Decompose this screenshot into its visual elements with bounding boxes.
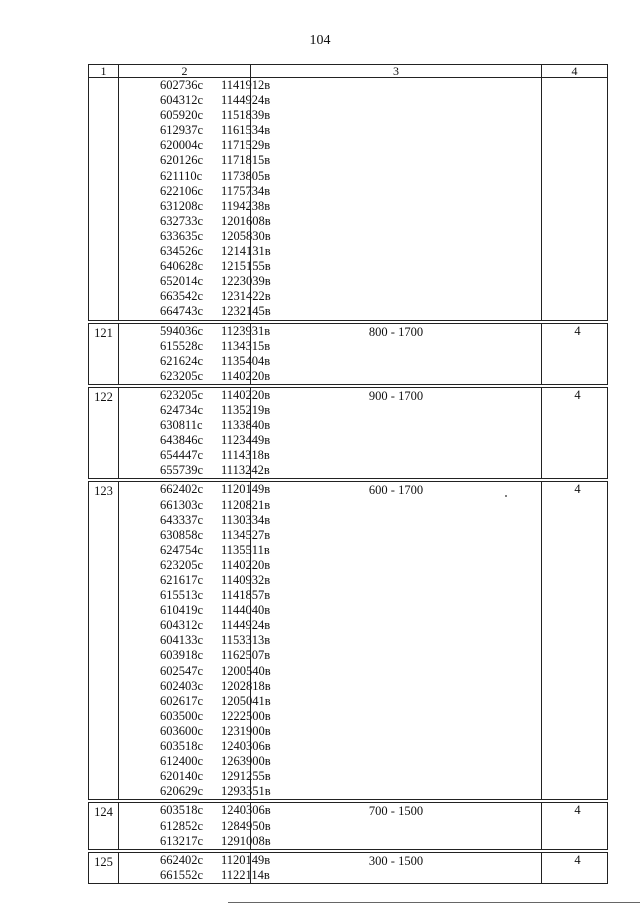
- coordinate-line: [160, 402, 271, 418]
- longitude-value: 1162507в: [221, 648, 271, 663]
- coordinate-line: [160, 289, 271, 304]
- longitude-value: 1134315в: [221, 338, 271, 353]
- coordinate-line: [160, 368, 271, 384]
- latitude-value: 634526с: [160, 244, 204, 259]
- longitude-value: 1240306в: [221, 739, 271, 754]
- latitude-value: 624754с: [160, 542, 204, 557]
- longitude-value: 1130334в: [221, 512, 271, 527]
- coordinate-line: [160, 769, 271, 784]
- latitude-value: 652014с: [160, 274, 204, 289]
- latitude-value: 604133с: [160, 633, 204, 648]
- longitude-value: 1291008в: [221, 833, 271, 848]
- longitude-value: 1214131в: [221, 244, 271, 259]
- coordinate-line: [160, 108, 271, 123]
- coordinate-line: [160, 573, 271, 588]
- latitude-value: 655739с: [160, 463, 204, 478]
- coordinate-cell: [119, 803, 271, 849]
- longitude-value: 1202818в: [221, 678, 271, 693]
- longitude-value: 1153313в: [221, 633, 271, 648]
- latitude-value: 632733с: [160, 213, 204, 228]
- count-value: 4: [542, 323, 608, 384]
- longitude-value: 1140220в: [221, 368, 271, 383]
- coordinate-line: [160, 448, 270, 463]
- longitude-value: 1134527в: [221, 527, 271, 542]
- latitude-value: 621110с: [160, 168, 203, 183]
- column-header-1: 1: [89, 65, 119, 78]
- latitude-value: 620140с: [160, 769, 204, 784]
- longitude-value: 1175734в: [221, 183, 271, 198]
- coordinate-line: [160, 183, 271, 199]
- longitude-value: 1201608в: [221, 213, 271, 228]
- coordinate-line: [160, 833, 271, 849]
- coordinate-line: [160, 497, 271, 513]
- row-number: 125: [89, 852, 119, 883]
- coordinate-line: [160, 588, 271, 603]
- coordinate-cell: [119, 482, 271, 800]
- latitude-value: 603518с: [160, 803, 204, 818]
- row-number: [89, 78, 119, 321]
- latitude-value: 631208с: [160, 198, 204, 213]
- longitude-value: 1223039в: [221, 274, 271, 289]
- latitude-value: 620126с: [160, 153, 204, 168]
- latitude-value: 602617с: [160, 693, 204, 708]
- column-header-3: 3: [251, 65, 542, 78]
- altitude-range: 600 - 1700: [251, 482, 542, 800]
- longitude-value: 1140932в: [221, 573, 271, 587]
- coordinate-line: [160, 153, 271, 168]
- longitude-value: 1123931в: [221, 323, 271, 338]
- count-value: 4: [542, 852, 608, 883]
- longitude-value: 1135404в: [221, 353, 271, 368]
- latitude-value: 594036с: [160, 323, 204, 338]
- longitude-value: 1113242в: [221, 463, 270, 478]
- coordinate-line: [160, 512, 271, 528]
- latitude-value: 604312с: [160, 93, 204, 108]
- count-value: 4: [542, 387, 608, 479]
- longitude-value: 1133840в: [221, 418, 271, 433]
- scan-speck: [505, 495, 507, 497]
- table-row: [89, 482, 608, 800]
- latitude-value: 640628с: [160, 259, 204, 274]
- latitude-value: 603518с: [160, 739, 204, 754]
- longitude-value: 1114318в: [221, 448, 270, 463]
- coordinate-line: [160, 274, 271, 289]
- coordinate-line: [160, 754, 271, 769]
- latitude-value: 654447с: [160, 448, 204, 463]
- longitude-value: 1222500в: [221, 708, 271, 723]
- table-row: [89, 323, 608, 384]
- longitude-value: 1144924в: [221, 618, 271, 633]
- longitude-value: 1120821в: [221, 497, 271, 512]
- coordinate-cell: [119, 387, 271, 479]
- latitude-value: 615513с: [160, 588, 204, 603]
- longitude-value: 1161534в: [221, 123, 271, 138]
- latitude-value: 664743с: [160, 304, 204, 319]
- coordinate-line: [160, 123, 271, 138]
- row-number: 124: [89, 803, 119, 849]
- longitude-value: 1140220в: [221, 557, 271, 572]
- coordinate-line: [160, 304, 271, 319]
- longitude-value: 1141912в: [221, 78, 271, 92]
- coordinate-line: [160, 557, 271, 573]
- latitude-value: 630811с: [160, 418, 203, 433]
- latitude-value: 602403с: [160, 678, 204, 693]
- longitude-value: 1144924в: [221, 93, 271, 108]
- latitude-value: 621617с: [160, 573, 204, 587]
- latitude-value: 612400с: [160, 754, 204, 769]
- longitude-value: 1141857в: [221, 588, 271, 603]
- latitude-value: 643337с: [160, 512, 204, 527]
- coordinate-line: [160, 93, 271, 108]
- count-value: 4: [542, 482, 608, 800]
- longitude-value: 1291255в: [221, 769, 271, 784]
- coordinate-line: [160, 387, 271, 403]
- latitude-value: 633635с: [160, 228, 204, 243]
- altitude-range: 300 - 1500: [251, 852, 542, 883]
- coordinate-line: [160, 338, 271, 354]
- coordinate-line: [160, 693, 271, 709]
- longitude-value: 1205830в: [221, 228, 271, 243]
- table-row: [89, 852, 608, 883]
- coordinate-line: [160, 708, 271, 724]
- longitude-value: 1263900в: [221, 754, 271, 769]
- table-body: [89, 78, 608, 884]
- coordinate-line: [160, 433, 271, 448]
- altitude-range: 700 - 1500: [251, 803, 542, 849]
- latitude-value: 610419с: [160, 603, 204, 618]
- longitude-value: 1232145в: [221, 304, 271, 319]
- latitude-value: 622106с: [160, 183, 204, 198]
- column-header-2: 2: [119, 65, 251, 78]
- latitude-value: 623205с: [160, 387, 204, 402]
- latitude-value: 623205с: [160, 368, 204, 383]
- header-row: [89, 65, 608, 78]
- coordinate-line: [160, 648, 271, 663]
- coordinate-line: [160, 482, 271, 497]
- page-number: 104: [309, 33, 331, 48]
- longitude-value: 1171815в: [221, 153, 271, 168]
- longitude-value: 1135219в: [221, 402, 271, 417]
- latitude-value: 603600с: [160, 723, 204, 738]
- count-value: [542, 78, 608, 321]
- latitude-value: 662402с: [160, 482, 204, 497]
- latitude-value: 621624с: [160, 353, 204, 368]
- row-number: 123: [89, 482, 119, 800]
- coordinate-line: [160, 784, 271, 799]
- altitude-range: [251, 78, 542, 321]
- longitude-value: 1231422в: [221, 289, 271, 304]
- latitude-value: 620629с: [160, 784, 204, 799]
- coordinate-cell: [119, 78, 271, 321]
- coordinate-line: [160, 228, 271, 244]
- coordinate-line: [160, 803, 271, 818]
- latitude-value: 630858с: [160, 527, 204, 542]
- coordinate-line: [160, 633, 271, 648]
- coordinates-table: [88, 64, 608, 884]
- row-number: 122: [89, 387, 119, 479]
- coordinate-line: [160, 78, 271, 93]
- coordinate-cell: [119, 852, 271, 883]
- table-row: [89, 387, 608, 479]
- altitude-range: 800 - 1700: [251, 323, 542, 384]
- latitude-value: 602736с: [160, 78, 204, 92]
- coordinate-line: [160, 168, 271, 184]
- coordinate-cell: [119, 323, 271, 384]
- latitude-value: 661303с: [160, 497, 204, 512]
- longitude-value: 1140220в: [221, 387, 271, 402]
- longitude-value: 1205041в: [221, 693, 271, 708]
- coordinate-line: [160, 463, 270, 478]
- longitude-value: 1200540в: [221, 663, 271, 678]
- latitude-value: 612937с: [160, 123, 204, 138]
- coordinate-line: [160, 603, 271, 618]
- longitude-value: 1284950в: [221, 818, 271, 833]
- latitude-value: 605920с: [160, 108, 204, 123]
- coordinate-line: [160, 244, 271, 259]
- longitude-value: 1123449в: [221, 433, 271, 448]
- longitude-value: 1171529в: [221, 138, 271, 153]
- table-row: [89, 78, 608, 321]
- coordinate-line: [160, 527, 271, 543]
- coordinate-line: [160, 618, 271, 633]
- longitude-value: 1240306в: [221, 803, 271, 818]
- table-row: [89, 803, 608, 849]
- longitude-value: 1135511в: [221, 542, 270, 557]
- column-header-4: 4: [542, 65, 608, 78]
- latitude-value: 661552с: [160, 867, 204, 882]
- latitude-value: 624734с: [160, 402, 204, 417]
- latitude-value: 612852с: [160, 818, 204, 833]
- latitude-value: 643846с: [160, 433, 204, 448]
- longitude-value: 1215155в: [221, 259, 271, 274]
- latitude-value: 602547с: [160, 663, 204, 678]
- coordinate-line: [160, 542, 270, 558]
- latitude-value: 662402с: [160, 852, 204, 867]
- latitude-value: 613217с: [160, 833, 204, 848]
- coordinate-line: [160, 198, 271, 214]
- longitude-value: 1120149в: [221, 482, 271, 497]
- longitude-value: 1293351в: [221, 784, 271, 799]
- longitude-value: 1151839в: [221, 108, 271, 123]
- coordinate-line: [160, 353, 271, 369]
- coordinate-line: [160, 852, 271, 868]
- count-value: 4: [542, 803, 608, 849]
- latitude-value: 620004с: [160, 138, 204, 153]
- longitude-value: 1173805в: [221, 168, 271, 183]
- coordinate-line: [160, 739, 271, 754]
- longitude-value: 1122114в: [221, 867, 270, 882]
- row-number: 121: [89, 323, 119, 384]
- coordinate-line: [160, 418, 271, 433]
- coordinate-line: [160, 663, 271, 679]
- latitude-value: 604312с: [160, 618, 204, 633]
- coordinate-line: [160, 723, 271, 739]
- coordinate-line: [160, 818, 271, 834]
- latitude-value: 603500с: [160, 708, 204, 723]
- latitude-value: 603918с: [160, 648, 204, 663]
- coordinate-line: [160, 213, 271, 229]
- coordinate-line: [160, 678, 271, 694]
- coordinate-line: [160, 867, 270, 883]
- longitude-value: 1194238в: [221, 198, 271, 213]
- longitude-value: 1231900в: [221, 723, 271, 738]
- coordinate-line: [160, 323, 271, 339]
- coordinate-line: [160, 138, 271, 153]
- altitude-range: 900 - 1700: [251, 387, 542, 479]
- bottom-rule: [228, 902, 640, 903]
- latitude-value: 615528с: [160, 338, 204, 353]
- latitude-value: 663542с: [160, 289, 204, 304]
- latitude-value: 623205с: [160, 557, 204, 572]
- coordinate-line: [160, 259, 271, 274]
- longitude-value: 1120149в: [221, 852, 271, 867]
- longitude-value: 1144040в: [221, 603, 271, 618]
